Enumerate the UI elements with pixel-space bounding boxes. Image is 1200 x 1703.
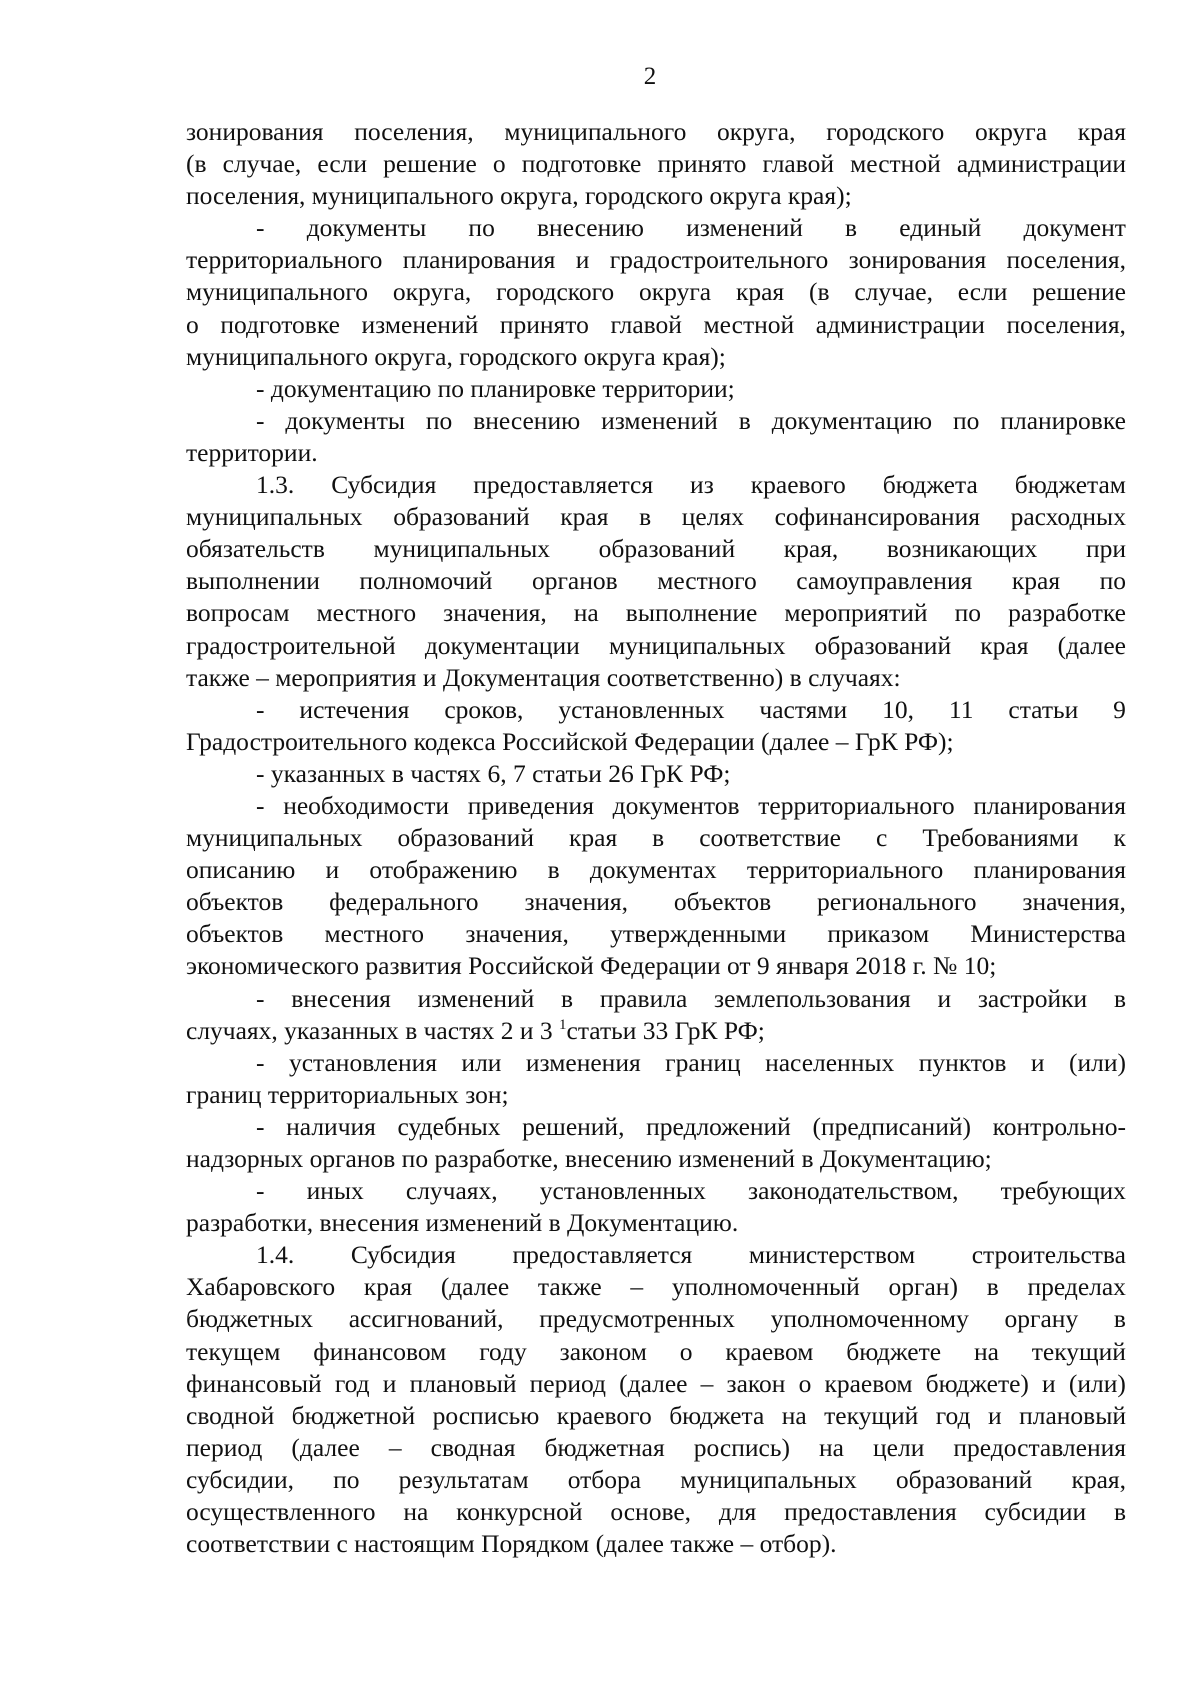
text-line: сводной бюджетной росписью краевого бюджета на текущий год и плановый: [186, 1400, 1126, 1430]
text-line: выполнении полномочий органов местного самоуправления края по: [186, 566, 1126, 596]
text-line: разработки, внесения изменений в Документацию.: [186, 1208, 739, 1238]
text-line: территориального планирования и градостроительного зонирования поселения,: [186, 245, 1126, 275]
text-line: текущем финансовом году законом о краевом бюджете на текущий: [186, 1336, 1126, 1366]
document-body: [186, 116, 1126, 1560]
superscript: 1: [559, 1016, 567, 1033]
text-line: описанию и отображению в документах территориального планирования: [186, 855, 1126, 885]
text-line: зонирования поселения, муниципального округа, городского округа края: [186, 117, 1126, 146]
text-line: - иных случаях, установленных законодательством, требующих: [256, 1176, 1126, 1206]
text-line: поселения, муниципального округа, городского округа края);: [186, 181, 852, 211]
text-line: осуществленного на конкурсной основе, для предоставления субсидии в: [186, 1497, 1126, 1527]
text-line: 1.3. Субсидия предоставляется из краевого бюджета бюджетам: [256, 470, 1126, 500]
text-line: муниципальных образований края в соответствие с Требованиями к: [186, 823, 1126, 853]
text-line: (в случае, если решение о подготовке принято главой местной администрации: [186, 149, 1126, 179]
text-line: объектов местного значения, утвержденными приказом Министерства: [186, 919, 1126, 949]
text-line: муниципального округа, городского округа края (в случае, если решение: [186, 277, 1126, 307]
text-line: муниципального округа, городского округа края);: [186, 341, 726, 371]
text-line: экономического развития Российской Федерации от 9 января 2018 г. № 10;: [186, 951, 997, 981]
text-line: - документы по внесению изменений в документацию по планировке: [256, 405, 1126, 435]
text-line: обязательств муниципальных образований края, возникающих при: [186, 534, 1126, 564]
text-line: - документы по внесению изменений в единый документ: [256, 213, 1126, 243]
text-line: надзорных органов по разработке, внесению изменений в Документацию;: [186, 1144, 992, 1173]
text-line: о подготовке изменений принято главой местной администрации поселения,: [186, 309, 1126, 339]
text-line: - установления или изменения границ населенных пунктов и (или): [256, 1047, 1126, 1077]
text-line: финансовый год и плановый период (далее – закон о краевом бюджете) и (или): [186, 1368, 1126, 1398]
text-line: также – мероприятия и Документация соответственно) в случаях:: [186, 662, 901, 692]
text-line: Хабаровского края (далее также – уполномоченный орган) в пределах: [186, 1272, 1126, 1302]
text-line: границ территориальных зон;: [186, 1079, 509, 1109]
text-line: - указанных в частях 6, 7 статьи 26 ГрК РФ;: [256, 758, 731, 788]
page-number: 2: [643, 63, 657, 90]
text-line: градостроительной документации муниципальных образований края (далее: [186, 630, 1126, 660]
text-line: вопросам местного значения, на выполнение мероприятий по разработке: [186, 598, 1126, 628]
text-line: муниципальных образований края в целях софинансирования расходных: [186, 502, 1126, 532]
text-line: территории.: [186, 437, 318, 467]
text-line: Градостроительного кодекса Российской Федерации (далее – ГрК РФ);: [186, 726, 954, 756]
text-line: - наличия судебных решений, предложений (предписаний) контрольно-: [256, 1111, 1126, 1141]
text-line: объектов федерального значения, объектов регионального значения,: [186, 887, 1126, 917]
text-line: - истечения сроков, установленных частями 10, 11 статьи 9: [256, 694, 1126, 724]
text-line: 1.4. Субсидия предоставляется министерством строительства: [256, 1240, 1126, 1270]
text-line: бюджетных ассигнований, предусмотренных уполномоченному органу в: [186, 1304, 1126, 1334]
text-line: субсидии, по результатам отбора муниципальных образований края,: [186, 1464, 1126, 1494]
text-line: - необходимости приведения документов территориального планирования: [256, 790, 1126, 820]
text-line: - внесения изменений в правила землепользования и застройки в: [256, 983, 1126, 1013]
text-line: случаях, указанных в частях 2 и 3 $^1$ статьи 33 ГрК РФ;: [186, 1015, 765, 1045]
text-line: период (далее – сводная бюджетная роспись) на цели предоставления: [186, 1432, 1126, 1462]
text-line: соответствии с настоящим Порядком (далее также – отбор).: [186, 1529, 837, 1559]
text-line: - документацию по планировке территории;: [256, 373, 735, 403]
